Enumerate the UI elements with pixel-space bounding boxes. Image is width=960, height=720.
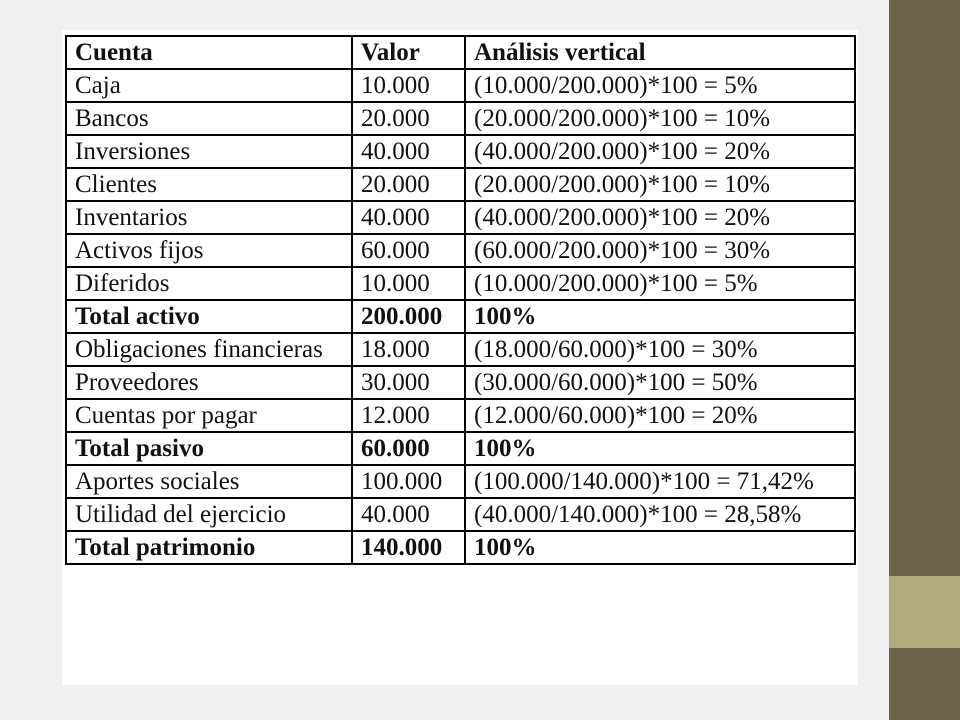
header-analisis-vertical: Análisis vertical bbox=[465, 36, 855, 69]
table-row bbox=[66, 531, 855, 564]
cell-analisis: 100% bbox=[465, 432, 855, 465]
cell-analisis: 100% bbox=[465, 531, 855, 564]
cell-valor: 100.000 bbox=[352, 465, 465, 498]
cell-valor: 30.000 bbox=[352, 366, 465, 399]
cell-cuenta: Total patrimonio bbox=[66, 531, 352, 564]
table-row bbox=[66, 399, 855, 432]
cell-cuenta: Total pasivo bbox=[66, 432, 352, 465]
cell-cuenta: Activos fijos bbox=[66, 234, 352, 267]
cell-analisis: (40.000/200.000)*100 = 20% bbox=[465, 135, 855, 168]
cell-valor: 40.000 bbox=[352, 498, 465, 531]
cell-valor: 60.000 bbox=[352, 234, 465, 267]
table-row bbox=[66, 168, 855, 201]
table-row bbox=[66, 366, 855, 399]
cell-cuenta: Inventarios bbox=[66, 201, 352, 234]
cell-analisis: (20.000/200.000)*100 = 10% bbox=[465, 168, 855, 201]
vertical-analysis-table bbox=[65, 35, 856, 565]
table-row bbox=[66, 201, 855, 234]
cell-cuenta: Diferidos bbox=[66, 267, 352, 300]
table-row bbox=[66, 333, 855, 366]
cell-analisis: (10.000/200.000)*100 = 5% bbox=[465, 267, 855, 300]
cell-valor: 60.000 bbox=[352, 432, 465, 465]
cell-valor: 40.000 bbox=[352, 135, 465, 168]
cell-cuenta: Utilidad del ejercicio bbox=[66, 498, 352, 531]
cell-analisis: (40.000/140.000)*100 = 28,58% bbox=[465, 498, 855, 531]
cell-cuenta: Clientes bbox=[66, 168, 352, 201]
table-row bbox=[66, 69, 855, 102]
table-row bbox=[66, 234, 855, 267]
cell-valor: 40.000 bbox=[352, 201, 465, 234]
cell-valor: 18.000 bbox=[352, 333, 465, 366]
cell-analisis: (40.000/200.000)*100 = 20% bbox=[465, 201, 855, 234]
cell-analisis: (10.000/200.000)*100 = 5% bbox=[465, 69, 855, 102]
cell-valor: 20.000 bbox=[352, 102, 465, 135]
table-header-row bbox=[66, 36, 855, 69]
cell-valor: 10.000 bbox=[352, 267, 465, 300]
cell-valor: 200.000 bbox=[352, 300, 465, 333]
cell-cuenta: Obligaciones financieras bbox=[66, 333, 352, 366]
cell-cuenta: Caja bbox=[66, 69, 352, 102]
table-row bbox=[66, 135, 855, 168]
cell-valor: 140.000 bbox=[352, 531, 465, 564]
cell-analisis: (20.000/200.000)*100 = 10% bbox=[465, 102, 855, 135]
cell-cuenta: Inversiones bbox=[66, 135, 352, 168]
cell-analisis: 100% bbox=[465, 300, 855, 333]
table-image bbox=[62, 30, 858, 685]
cell-analisis: (30.000/60.000)*100 = 50% bbox=[465, 366, 855, 399]
cell-cuenta: Cuentas por pagar bbox=[66, 399, 352, 432]
table-row bbox=[66, 432, 855, 465]
cell-valor: 20.000 bbox=[352, 168, 465, 201]
cell-cuenta: Bancos bbox=[66, 102, 352, 135]
cell-cuenta: Total activo bbox=[66, 300, 352, 333]
header-valor: Valor bbox=[352, 36, 465, 69]
table-row bbox=[66, 498, 855, 531]
cell-valor: 10.000 bbox=[352, 69, 465, 102]
cell-analisis: (12.000/60.000)*100 = 20% bbox=[465, 399, 855, 432]
accent-stripe-light bbox=[889, 576, 960, 648]
cell-cuenta: Aportes sociales bbox=[66, 465, 352, 498]
table-row bbox=[66, 300, 855, 333]
cell-analisis: (18.000/60.000)*100 = 30% bbox=[465, 333, 855, 366]
header-cuenta: Cuenta bbox=[66, 36, 352, 69]
cell-valor: 12.000 bbox=[352, 399, 465, 432]
cell-cuenta: Proveedores bbox=[66, 366, 352, 399]
cell-analisis: (60.000/200.000)*100 = 30% bbox=[465, 234, 855, 267]
table-row bbox=[66, 465, 855, 498]
table-row bbox=[66, 267, 855, 300]
table-row bbox=[66, 102, 855, 135]
cell-analisis: (100.000/140.000)*100 = 71,42% bbox=[465, 465, 855, 498]
